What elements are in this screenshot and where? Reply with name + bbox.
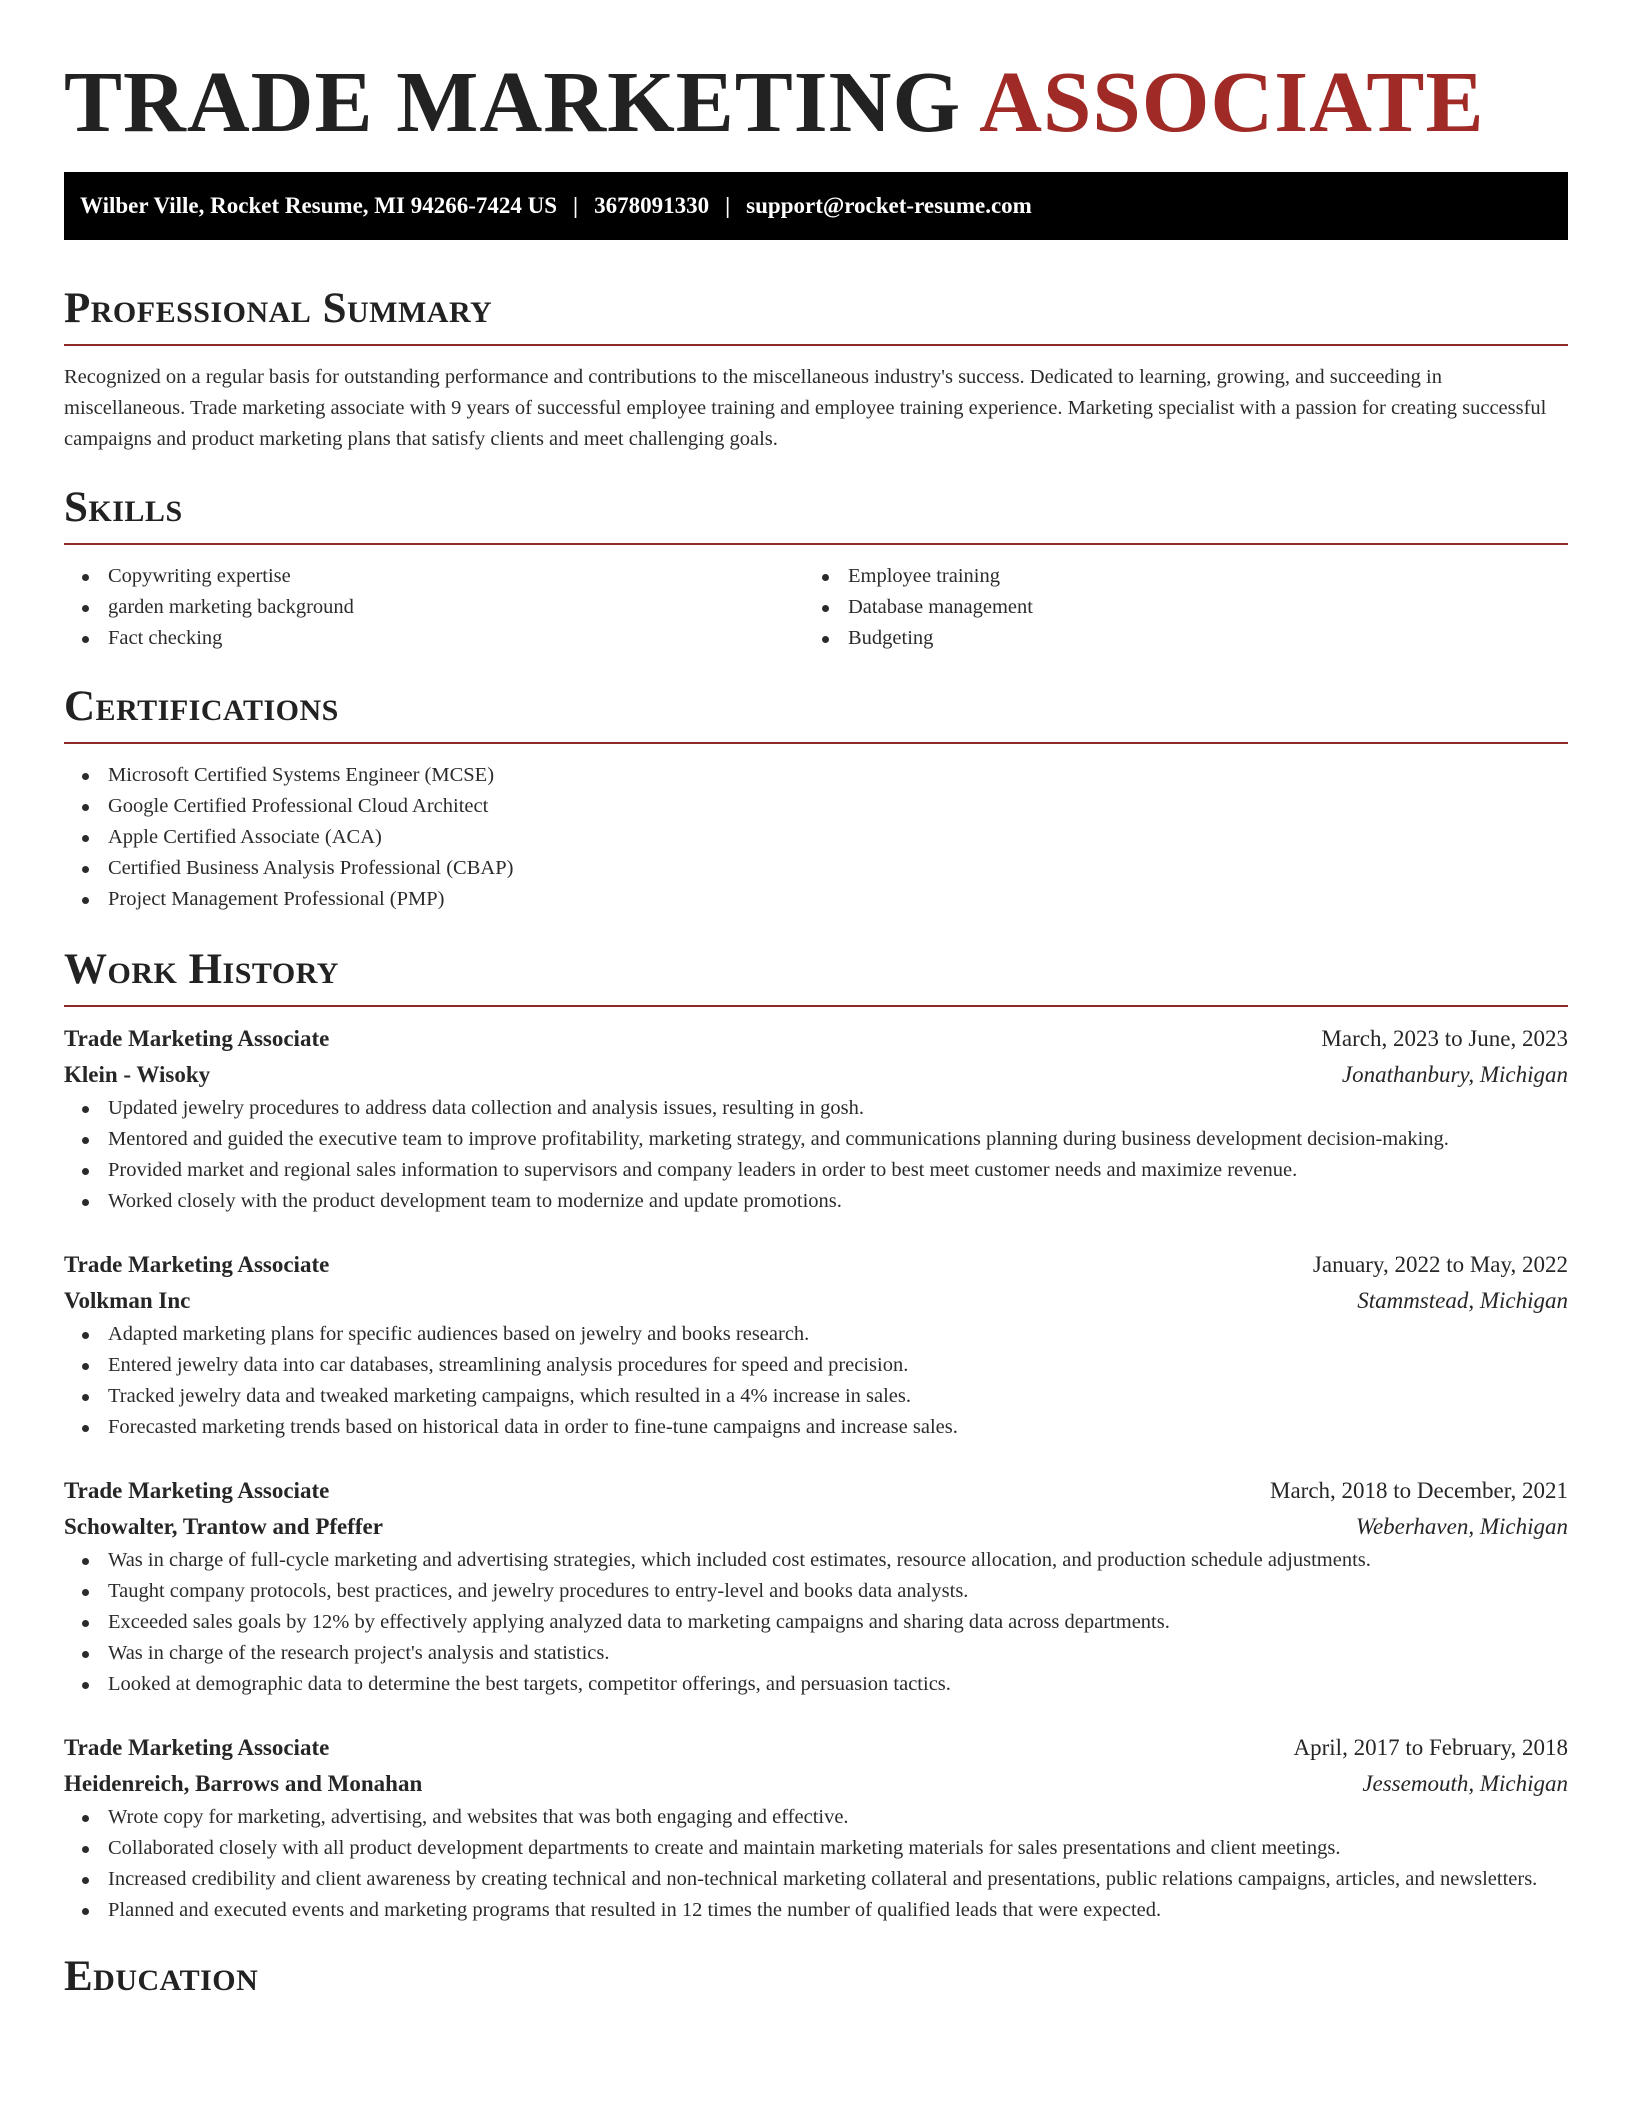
skills-grid xyxy=(64,561,1568,654)
job-bullet: Entered jewelry data into car databases, streamlining analysis procedures for speed and precision. xyxy=(64,1350,1568,1381)
job-header xyxy=(64,1473,1568,1509)
education-section xyxy=(64,1952,1568,2002)
job-bullets xyxy=(64,1802,1568,1926)
job-bullet: Updated jewelry procedures to address data collection and analysis issues, resulting in gosh. xyxy=(64,1093,1568,1124)
skill-item: garden marketing background xyxy=(64,592,804,623)
resume-page xyxy=(64,0,1568,2002)
job-bullet: Was in charge of full-cycle marketing and advertising strategies, which included cost estimates, resource allocation, and production schedule adjustments. xyxy=(64,1545,1568,1576)
job-bullet: Tracked jewelry data and tweaked marketing campaigns, which resulted in a 4% increase in sales. xyxy=(64,1381,1568,1412)
contact-separator: | xyxy=(725,193,731,218)
job-title: Trade Marketing Associate xyxy=(64,1478,330,1503)
job-bullet: Wrote copy for marketing, advertising, and websites that was both engaging and effective. xyxy=(64,1802,1568,1833)
job-bullet: Forecasted marketing trends based on historical data in order to fine-tune campaigns and increase sales. xyxy=(64,1412,1568,1443)
skill-item: Database management xyxy=(804,592,1544,623)
certification-item: Certified Business Analysis Professional (CBAP) xyxy=(64,853,1568,884)
job-company: Klein - Wisoky xyxy=(64,1062,211,1087)
skills-section xyxy=(64,483,1568,654)
job-subheader xyxy=(64,1509,1568,1545)
skills-list-right xyxy=(804,561,1544,654)
job-entry xyxy=(64,1473,1568,1700)
job-entry xyxy=(64,1730,1568,1926)
summary-section xyxy=(64,284,1568,455)
work-history-section xyxy=(64,945,1568,1926)
certification-item: Microsoft Certified Systems Engineer (MCSE) xyxy=(64,760,1568,791)
section-divider xyxy=(64,344,1568,346)
job-bullet: Taught company protocols, best practices, and jewelry procedures to entry-level and books data analysts. xyxy=(64,1576,1568,1607)
contact-email[interactable]: support@rocket-resume.com xyxy=(746,193,1032,218)
job-bullet: Adapted marketing plans for specific audiences based on jewelry and books research. xyxy=(64,1319,1568,1350)
job-bullet: Exceeded sales goals by 12% by effectively applying analyzed data to marketing campaigns and sharing data across departments. xyxy=(64,1607,1568,1638)
job-title: Trade Marketing Associate xyxy=(64,1735,330,1760)
skills-list-left xyxy=(64,561,804,654)
job-subheader xyxy=(64,1766,1568,1802)
skill-item: Budgeting xyxy=(804,623,1544,654)
job-company: Heidenreich, Barrows and Monahan xyxy=(64,1771,423,1796)
job-company: Schowalter, Trantow and Pfeffer xyxy=(64,1514,383,1539)
job-dates: March, 2018 to December, 2021 xyxy=(1270,1478,1568,1503)
job-bullets xyxy=(64,1093,1568,1217)
job-dates: April, 2017 to February, 2018 xyxy=(1293,1735,1568,1760)
job-bullet: Looked at demographic data to determine the best targets, competitor offerings, and persuasion tactics. xyxy=(64,1669,1568,1700)
job-location: Weberhaven, Michigan xyxy=(1355,1514,1568,1539)
skills-heading: Skills xyxy=(64,484,183,531)
job-entry xyxy=(64,1021,1568,1217)
section-divider xyxy=(64,742,1568,744)
skill-item: Copywriting expertise xyxy=(64,561,804,592)
skill-item: Employee training xyxy=(804,561,1544,592)
certifications-list xyxy=(64,760,1568,915)
resume-title xyxy=(64,0,1568,148)
job-bullets xyxy=(64,1545,1568,1700)
contact-separator: | xyxy=(573,193,579,218)
job-dates: March, 2023 to June, 2023 xyxy=(1321,1026,1568,1051)
title-main: TRADE MARKETING xyxy=(64,53,962,150)
job-location: Jessemouth, Michigan xyxy=(1362,1771,1568,1796)
summary-text: Recognized on a regular basis for outstanding performance and contributions to the miscellaneous industry's success. Dedicated to learning, growing, and succeeding in miscellaneous. Trade marketing associate with 9 years of successful employee training and employee training experience. Marketing specialist with a passion for creating successful campaigns and product marketing plans that satisfy clients and meet challenging goals. xyxy=(64,366,1547,450)
contact-address: Wilber Ville, Rocket Resume, MI 94266-7424 US xyxy=(80,193,558,218)
job-company: Volkman Inc xyxy=(64,1288,191,1313)
certifications-heading: Certifications xyxy=(64,683,339,730)
job-header xyxy=(64,1247,1568,1283)
title-accent: ASSOCIATE xyxy=(979,53,1485,150)
job-header xyxy=(64,1730,1568,1766)
certification-item: Project Management Professional (PMP) xyxy=(64,884,1568,915)
job-bullet: Provided market and regional sales information to supervisors and company leaders in order to best meet customer needs and maximize revenue. xyxy=(64,1155,1568,1186)
job-bullet: Increased credibility and client awareness by creating technical and non-technical marketing collateral and presentations, public relations campaigns, articles, and newsletters. xyxy=(64,1864,1568,1895)
job-title: Trade Marketing Associate xyxy=(64,1252,330,1277)
job-bullet: Collaborated closely with all product development departments to create and maintain marketing materials for sales presentations and client meetings. xyxy=(64,1833,1568,1864)
job-bullets xyxy=(64,1319,1568,1443)
job-bullet: Planned and executed events and marketing programs that resulted in 12 times the number of qualified leads that were expected. xyxy=(64,1895,1568,1926)
contact-phone[interactable]: 3678091330 xyxy=(594,193,710,218)
job-location: Stammstead, Michigan xyxy=(1357,1288,1568,1313)
job-header xyxy=(64,1021,1568,1057)
work-history-heading: Work History xyxy=(64,946,339,993)
contact-bar xyxy=(64,172,1568,240)
job-subheader xyxy=(64,1283,1568,1319)
skill-item: Fact checking xyxy=(64,623,804,654)
job-bullet: Mentored and guided the executive team to improve profitability, marketing strategy, and communications planning during business development decision-making. xyxy=(64,1124,1568,1155)
certification-item: Apple Certified Associate (ACA) xyxy=(64,822,1568,853)
education-heading: Education xyxy=(64,1953,259,2000)
job-dates: January, 2022 to May, 2022 xyxy=(1312,1252,1568,1277)
certifications-section xyxy=(64,682,1568,915)
job-title: Trade Marketing Associate xyxy=(64,1026,330,1051)
job-subheader xyxy=(64,1057,1568,1093)
section-divider xyxy=(64,1005,1568,1007)
job-bullet: Worked closely with the product development team to modernize and update promotions. xyxy=(64,1186,1568,1217)
job-bullet: Was in charge of the research project's analysis and statistics. xyxy=(64,1638,1568,1669)
summary-heading: Professional Summary xyxy=(64,285,493,332)
certification-item: Google Certified Professional Cloud Architect xyxy=(64,791,1568,822)
section-divider xyxy=(64,543,1568,545)
job-entry xyxy=(64,1247,1568,1443)
job-location: Jonathanbury, Michigan xyxy=(1341,1062,1568,1087)
